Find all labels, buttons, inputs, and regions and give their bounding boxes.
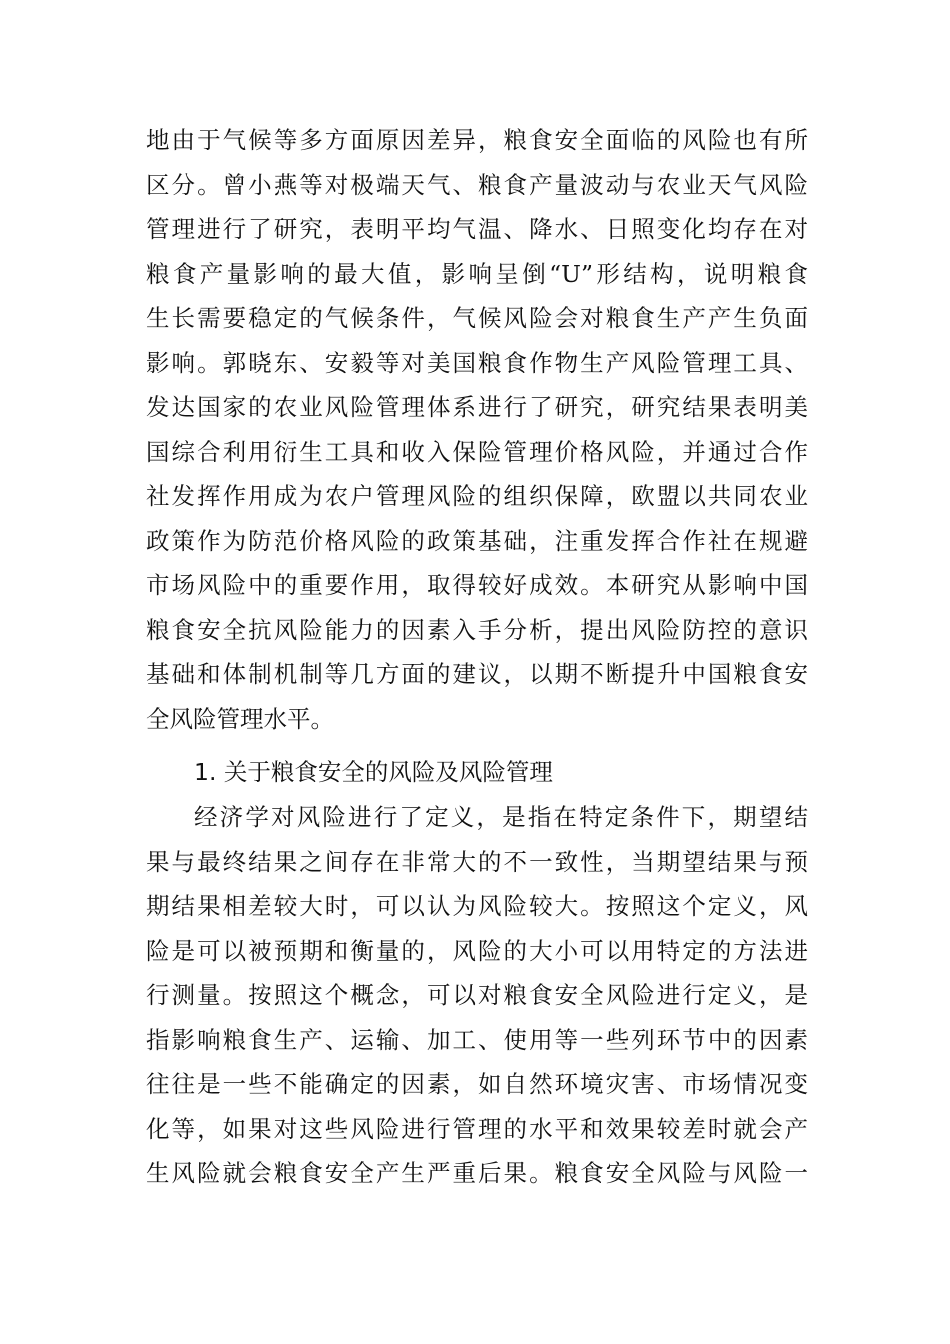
paragraph-1-line-10: 政策作为防范价格风险的政策基础，注重发挥合作社在规避 [146,526,808,555]
paragraph-1-line-1: 地由于气候等多方面原因差异，粮食安全面临的风险也有所 [146,126,808,154]
paragraph-1-line-12: 粮食安全抗风险能力的因素入手分析，提出风险防控的意识 [146,615,808,644]
paragraph-2-line-7: 往往是一些不能确定的因素，如自然环境灾害、市场情况变 [146,1070,808,1098]
paragraph-1-line-3: 管理进行了研究，表明平均气温、降水、日照变化均存在对 [146,215,808,243]
paragraph-1 [146,118,808,741]
paragraph-1-line-14: 全风险管理水平。 [146,704,334,733]
paragraph-2 [146,795,808,1196]
paragraph-1-line-6: 影响。郭晓东、安毅等对美国粮食作物生产风险管理工具、 [146,348,808,377]
paragraph-1-line-8: 国综合利用衍生工具和收入保险管理价格风险，并通过合作 [146,437,808,466]
paragraph-2-line-2: 果与最终结果之间存在非常大的不一致性，当期望结果与预 [146,847,808,876]
paragraph-1-line-7: 发达国家的农业风险管理体系进行了研究，研究结果表明美 [146,393,808,421]
paragraph-2-line-6: 指影响粮食生产、运输、加工、使用等一些列环节中的因素 [146,1025,808,1054]
paragraph-2-line-1: 经济学对风险进行了定义，是指在特定条件下，期望结 [194,803,808,831]
paragraph-1-line-5: 生长需要稳定的气候条件，气候风险会对粮食生产产生负面 [146,304,808,332]
paragraph-1-line-4: 粮食产量影响的最大值，影响呈倒“U”形结构，说明粮食 [146,259,808,288]
paragraph-1-line-2: 区分。曾小燕等对极端天气、粮食产量波动与农业天气风险 [146,170,808,199]
section-heading: 1. 关于粮食安全的风险及风险管理 [194,758,553,786]
paragraph-2-line-8: 化等，如果对这些风险进行管理的水平和效果较差时就会产 [146,1114,808,1143]
paragraph-2-line-9: 生风险就会粮食安全产生严重后果。粮食安全风险与风险一 [146,1159,808,1187]
paragraph-1-line-11: 市场风险中的重要作用，取得较好成效。本研究从影响中国 [146,571,808,599]
paragraph-1-line-9: 社发挥作用成为农户管理风险的组织保障，欧盟以共同农业 [146,482,808,510]
paragraph-1-line-13: 基础和体制机制等几方面的建议，以期不断提升中国粮食安 [146,660,808,688]
paragraph-2-line-4: 险是可以被预期和衡量的，风险的大小可以用特定的方法进 [146,936,808,965]
paragraph-2-line-3: 期结果相差较大时，可以认为风险较大。按照这个定义，风 [146,892,808,920]
paragraph-2-line-5: 行测量。按照这个概念，可以对粮食安全风险进行定义，是 [146,981,808,1009]
